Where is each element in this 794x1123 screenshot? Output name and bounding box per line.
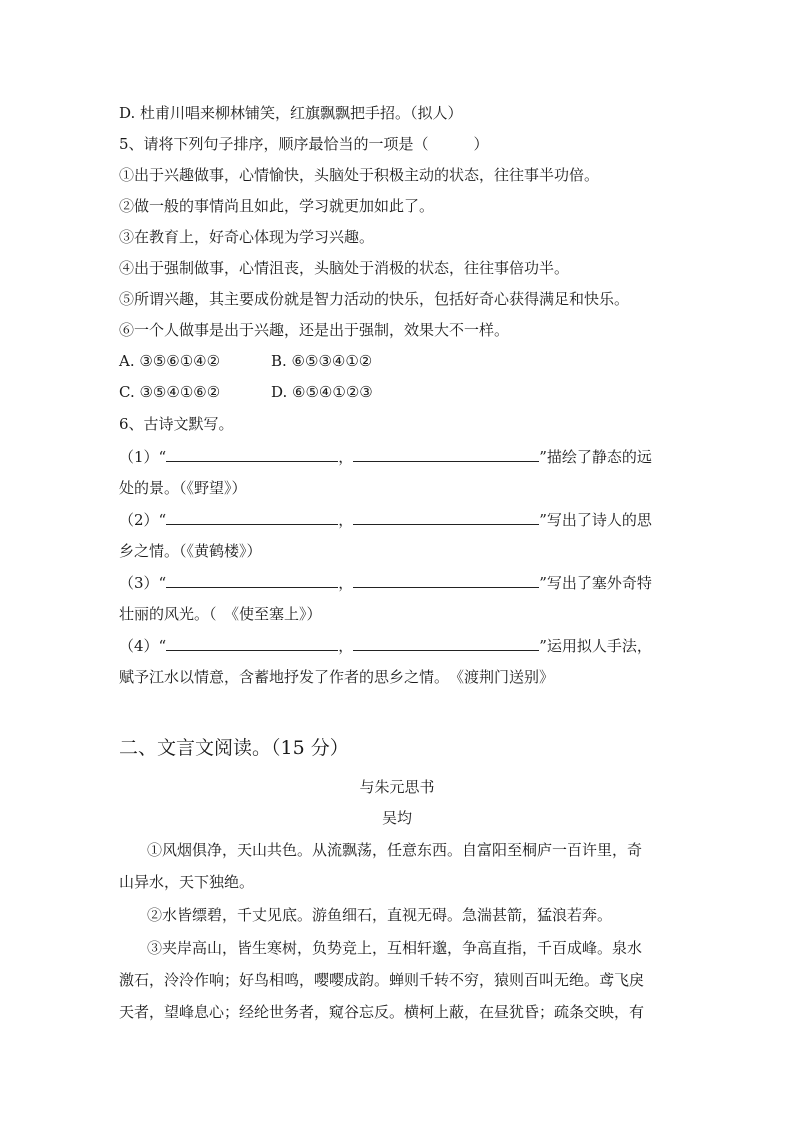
q6-item-3 [119,573,652,593]
q6-item-4-sep: ， [338,637,354,655]
q5-sentence-1: ①出于兴趣做事，心情愉快，头脑处于积极主动的状态，往往事半功倍。 [119,166,600,184]
q6-item-3-blank-b[interactable] [353,573,539,588]
q5-stem: 5、请将下列句子排序，顺序最恰当的一项是（ ） [119,135,489,153]
q5-sentence-2: ②做一般的事情尚且如此，学习就更加如此了。 [119,197,435,215]
q6-item-2 [119,510,652,530]
q6-item-4-tail: ”运用拟人手法， [539,637,652,655]
q6-item-1-blank-a[interactable] [166,447,338,462]
q6-item-1-cont: 处的景。（《野望》） [119,479,247,497]
q6-item-2-tail: ”写出了诗人的思 [539,511,652,529]
q5-option-b: B. ⑥⑤③④①② [271,352,373,370]
q6-item-1-blank-b[interactable] [353,447,539,462]
q6-item-1 [119,447,652,467]
q6-item-3-cont: 壮丽的风光。（ 《使至塞上》） [119,605,322,623]
q5-sentence-6: ⑥一个人做事是出于兴趣，还是出于强制，效果大不一样。 [119,321,510,339]
q4-option-d: D. 杜甫川唱来柳林铺笑，红旗飘飘把手招。（拟人） [119,104,463,122]
q6-item-2-sep: ， [338,511,354,529]
q6-item-4-blank-b[interactable] [353,636,539,651]
q5-option-c: C. ③⑤④①⑥② [119,383,221,401]
q6-item-2-cont: 乡之情。（《黄鹤楼》） [119,542,262,560]
q6-item-2-blank-b[interactable] [353,510,539,525]
q6-item-3-num: （3）“ [119,574,167,592]
q6-item-4-blank-a[interactable] [166,636,338,651]
q5-sentence-3: ③在教育上，好奇心体现为学习兴趣。 [119,228,375,246]
q6-item-4 [119,636,652,656]
q6-item-4-cont: 赋予江水以情意，含蓄地抒发了作者的思乡之情。 《渡荆门送别》 [119,668,555,686]
passage-p3-line1: ③夹岸高山，皆生寒树，负势竞上，互相轩邈，争高直指，千百成峰。泉水 [147,939,643,957]
passage-p2: ②水皆缥碧，千丈见底。游鱼细石，直视无碍。急湍甚箭，猛浪若奔。 [147,906,613,924]
passage-title: 与朱元思书 [359,778,435,796]
q6-item-1-sep: ， [338,448,354,466]
q5-sentence-4: ④出于强制做事，心情沮丧，头脑处于消极的状态，往往事倍功半。 [119,259,570,277]
q5-sentence-5: ⑤所谓兴趣，其主要成份就是智力活动的快乐，包括好奇心获得满足和快乐。 [119,290,630,308]
q6-item-4-num: （4）“ [119,637,167,655]
q6-item-3-blank-a[interactable] [166,573,338,588]
q6-item-2-num: （2）“ [119,511,167,529]
q6-item-3-sep: ， [338,574,354,592]
passage-p3-line3: 天者，望峰息心；经纶世务者，窥谷忘反。横柯上蔽，在昼犹昏；疏条交映，有 [119,1003,645,1021]
q6-item-1-num: （1）“ [119,448,167,466]
section-heading: 二、文言文阅读。（15 分） [119,737,349,759]
passage-author: 吴均 [381,809,412,827]
passage-p1-line2: 山异水，天下独绝。 [119,873,255,891]
q6-stem: 6、古诗文默写。 [119,415,234,433]
q6-item-1-tail: ”描绘了静态的远 [539,448,652,466]
passage-p1-line1: ①风烟俱净，天山共色。从流飘荡，任意东西。自富阳至桐庐一百许里，奇 [147,841,643,859]
q6-item-3-tail: ”写出了塞外奇特 [539,574,652,592]
passage-p3-line2: 激石，泠泠作响；好鸟相鸣，嘤嘤成韵。蝉则千转不穷，猿则百叫无绝。鸢飞戾 [119,971,645,989]
q5-option-d: D. ⑥⑤④①②③ [271,383,373,401]
q6-item-2-blank-a[interactable] [166,510,338,525]
q5-option-a: A. ③⑤⑥①④② [119,352,221,370]
